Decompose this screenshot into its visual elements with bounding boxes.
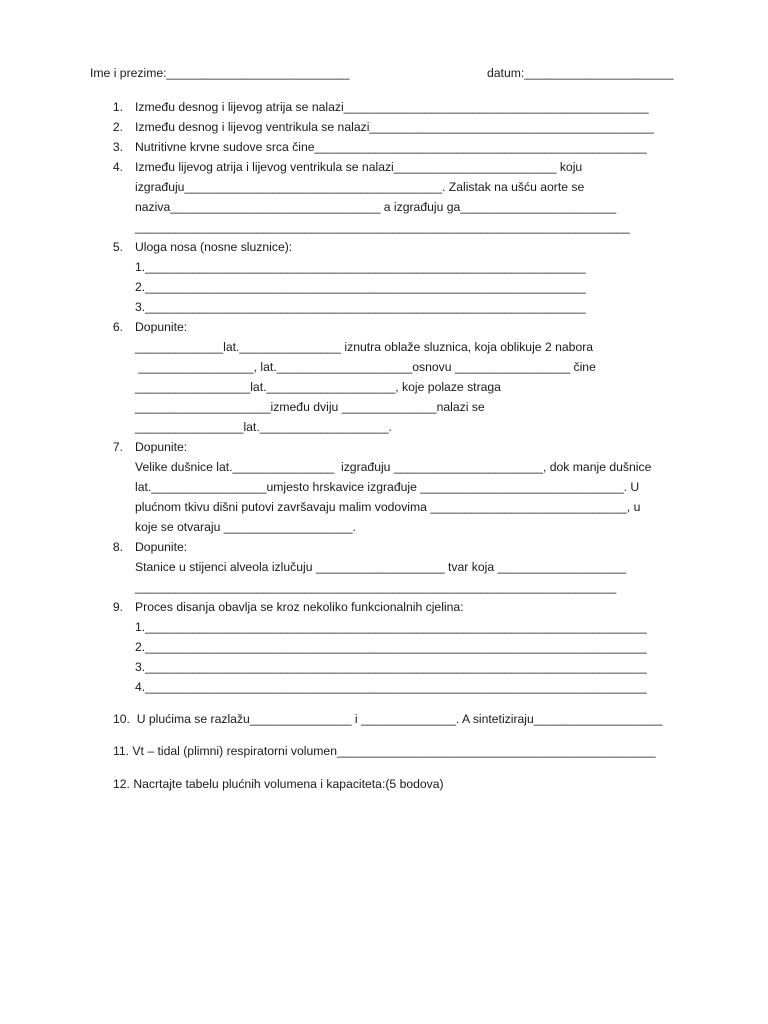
question-4-line-2[interactable]: izgrađuju______________________________________. Zalistak na ušću aorte se — [135, 180, 585, 194]
question-6-line-3[interactable]: _________________lat.___________________, koje polaze straga — [135, 380, 501, 394]
question-4-line-3[interactable]: naziva_______________________________ a izgrađuju ga_______________________ — [135, 200, 617, 214]
question-8-line-1[interactable]: Stanice u stijenci alveola izlučuju ___________________ tvar koja ___________________ — [135, 560, 627, 574]
question-9-title: Proces disanja obavlja se kroz nekoliko funkcionalnih cjelina: — [135, 600, 464, 614]
question-9-answer-3[interactable]: 3.__________________________________________________________________________ — [135, 660, 647, 674]
question-6-line-4[interactable]: ____________________između dviju ______________nalazi se — [135, 400, 485, 414]
question-8-title: Dopunite: — [135, 540, 188, 554]
question-5-title: Uloga nosa (nosne sluznice): — [135, 240, 293, 254]
question-9-answer-2[interactable]: 2.__________________________________________________________________________ — [135, 640, 647, 654]
question-7-line-2[interactable]: lat._________________umjesto hrskavice izgrađuje ______________________________. U — [135, 480, 640, 494]
question-6-line-2[interactable]: _________________, lat.____________________osnovu _________________ čine — [135, 360, 596, 374]
question-number: 7. — [112, 440, 123, 454]
question-number: 1. — [112, 100, 123, 114]
question-11-text[interactable]: 11. Vt – tidal (plimni) respiratorni volumen_______________________________________________ — [113, 744, 656, 758]
question-4-line-1[interactable]: Između lijevog atrija i lijevog ventrikula se nalazi________________________ koju — [135, 160, 583, 174]
question-5-answer-3[interactable]: 3._________________________________________________________________ — [135, 300, 586, 314]
question-7-line-1[interactable]: Velike dušnice lat._______________ izgrađuju ______________________, dok manje dušnice — [135, 460, 652, 474]
question-6-title: Dopunite: — [135, 320, 188, 334]
question-7-title: Dopunite: — [135, 440, 188, 454]
question-number: 6. — [112, 320, 123, 334]
question-10-text[interactable]: 10. U plućima se razlažu_______________ i ______________. A sintetiziraju___________________ — [113, 712, 663, 726]
question-number: 2. — [112, 120, 123, 134]
question-2-text[interactable]: Između desnog i lijevog ventrikula se nalazi__________________________________________ — [135, 120, 655, 134]
question-8-line-2[interactable]: _______________________________________________________________________ — [135, 580, 617, 594]
question-5-answer-1[interactable]: 1._________________________________________________________________ — [135, 260, 586, 274]
question-6-line-1[interactable]: _____________lat._______________ iznutra oblaže sluznica, koja oblikuje 2 nabora — [135, 340, 594, 354]
question-number: 8. — [112, 540, 123, 554]
question-9-answer-4[interactable]: 4.__________________________________________________________________________ — [135, 680, 647, 694]
question-6-line-5[interactable]: ________________lat.___________________. — [135, 420, 392, 434]
question-number: 3. — [112, 140, 123, 154]
question-12-text: 12. Nacrtajte tabelu plućnih volumena i kapaciteta:(5 bodova) — [113, 777, 444, 791]
question-4-line-4[interactable]: _________________________________________________________________________ — [135, 220, 630, 234]
question-number: 4. — [112, 160, 123, 174]
question-number: 5. — [112, 240, 123, 254]
question-7-line-4[interactable]: koje se otvaraju ___________________. — [135, 520, 356, 534]
question-1-text[interactable]: Između desnog i lijevog atrija se nalazi_____________________________________________ — [135, 100, 649, 114]
question-7-line-3[interactable]: plućnom tkivu dišni putovi završavaju malim vodovima _____________________________, u — [135, 500, 641, 514]
date-field-label[interactable]: datum:______________________ — [487, 66, 674, 80]
question-5-answer-2[interactable]: 2._________________________________________________________________ — [135, 280, 586, 294]
name-field-label[interactable]: Ime i prezime:___________________________ — [90, 66, 350, 80]
question-3-text[interactable]: Nutritivne krvne sudove srca čine_________________________________________________ — [135, 140, 647, 154]
question-9-answer-1[interactable]: 1.__________________________________________________________________________ — [135, 620, 647, 634]
question-number: 9. — [112, 600, 123, 614]
